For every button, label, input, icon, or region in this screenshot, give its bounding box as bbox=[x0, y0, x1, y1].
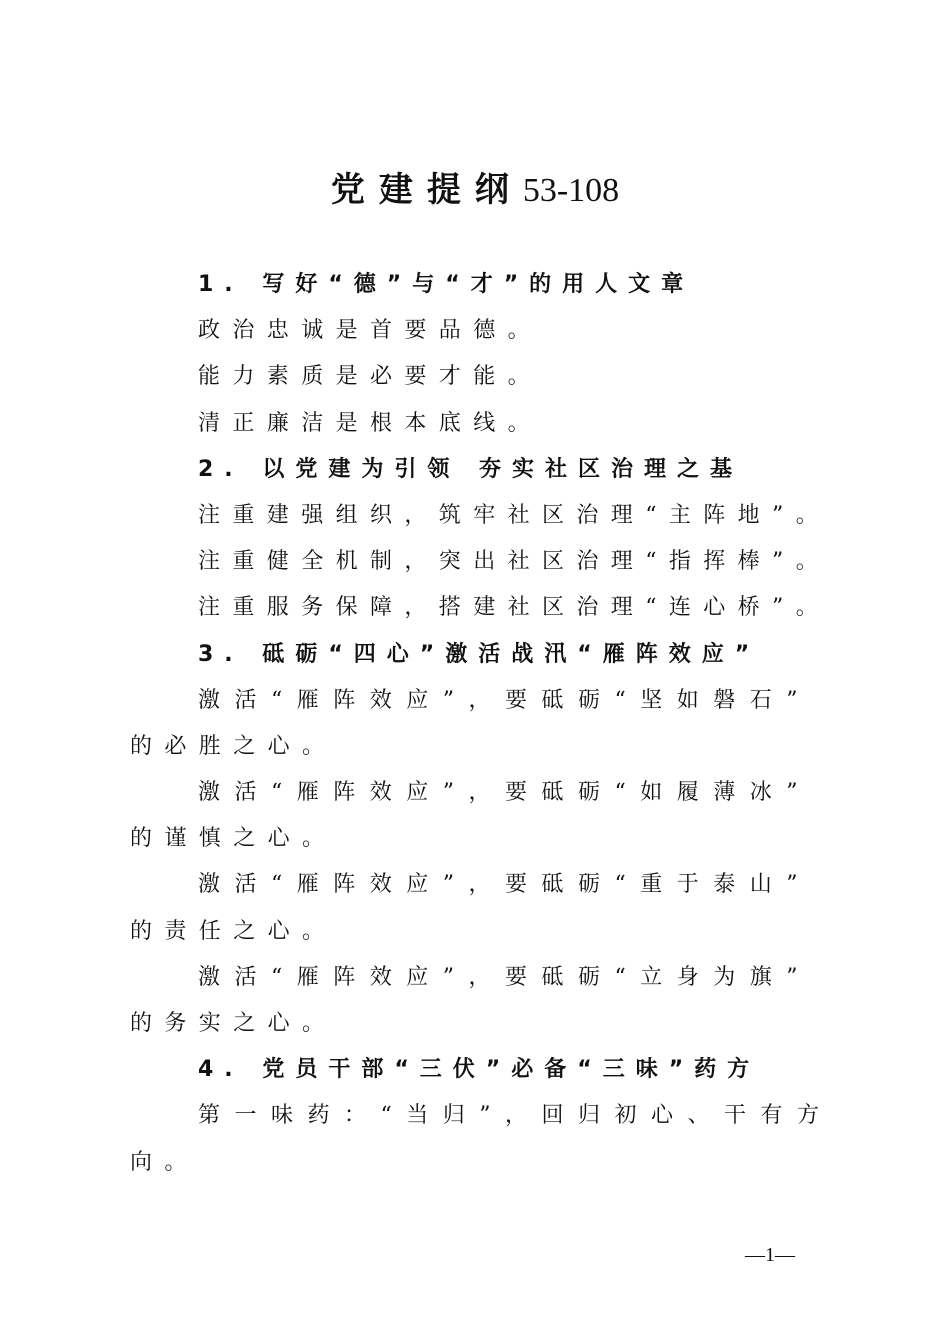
text-line: 能力素质是必要才能。 bbox=[198, 364, 543, 390]
page-number: —1— bbox=[745, 1244, 795, 1266]
text-line: 第一味药：“当归”，回归初心、干有方 bbox=[198, 1103, 834, 1129]
text-line: 向。 bbox=[130, 1149, 199, 1175]
text-line: 激活“雁阵效应”，要砥砺“坚如磐石” bbox=[198, 687, 812, 713]
body-text bbox=[130, 262, 834, 1186]
title-text: 党建提纲 bbox=[330, 170, 523, 210]
section-heading: 1. 写好“德”与“才”的用人文章 bbox=[198, 272, 695, 297]
text-line: 的务实之心。 bbox=[130, 1011, 337, 1036]
text-line: 注重建强组织，筑牢社区治理“主阵地”。 bbox=[198, 502, 831, 528]
page-title bbox=[0, 166, 950, 215]
text-line: 的责任之心。 bbox=[130, 918, 337, 944]
text-line: 政治忠诚是首要品德。 bbox=[198, 318, 543, 344]
text-line: 激活“雁阵效应”，要砥砺“如履薄冰” bbox=[198, 780, 812, 806]
text-line: 的必胜之心。 bbox=[130, 733, 337, 759]
text-line: 清正廉洁是根本底线。 bbox=[198, 410, 543, 436]
text-line: 激活“雁阵效应”，要砥砺“重于泰山” bbox=[198, 872, 812, 898]
title-number: 53-108 bbox=[522, 172, 620, 209]
section-heading: 3. 砥砺“四心”激活战汛“雁阵效应” bbox=[198, 641, 761, 667]
text-line: 注重服务保障，搭建社区治理“连心桥”。 bbox=[198, 595, 831, 621]
section-heading: 4. 党员干部“三伏”必备“三味”药方 bbox=[198, 1057, 761, 1083]
text-line: 激活“雁阵效应”，要砥砺“立身为旗” bbox=[198, 964, 812, 990]
text-line: 注重健全机制，突出社区治理“指挥棒”。 bbox=[198, 549, 831, 575]
section-heading: 2. 以党建为引领 夯实社区治理之基 bbox=[198, 456, 743, 482]
text-line: 的谨慎之心。 bbox=[130, 826, 337, 852]
